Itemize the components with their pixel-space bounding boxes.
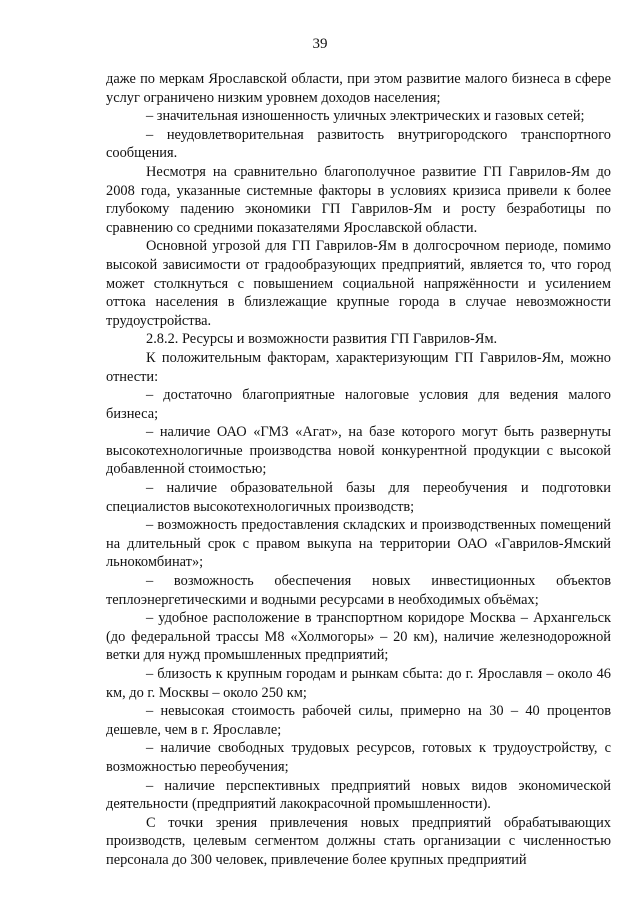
section-heading: 2.8.2. Ресурсы и возможности развития ГП Гаврилов-Ям. xyxy=(146,331,498,348)
page-number: 39 xyxy=(312,36,328,52)
list-item-transport-corridor: – удобное расположение в транспортном коридоре Москва – Архангельск (до федеральной трассы М8 «Холмогоры» – 20 км), наличие железнодорожной ветки для нужд промышленных предприятий; xyxy=(106,610,611,664)
list-item-agat-plant: – наличие ОАО «ГМЗ «Агат», на базе которого могут быть развернуты высокотехнологичные производства новой конкурентной продукции с высокой добавленной стоимостью; xyxy=(106,424,611,478)
list-item-worn-networks: – значительная изношенность уличных электрических и газовых сетей; xyxy=(146,108,585,125)
list-item-transport: – неудовлетворительная развитость внутригородского транспортного сообщения. xyxy=(106,126,611,162)
list-item-new-enterprises: – наличие перспективных предприятий новых видов экономической деятельности (предприятий лакокрасочной промышленности). xyxy=(106,777,611,813)
paragraph-positive-factors-intro: К положительным факторам, характеризующим ГП Гаврилов-Ям, можно отнести: xyxy=(106,349,611,385)
list-item-utility-resources: – возможность обеспечения новых инвестиционных объектов теплоэнергетическими и водными ресурсами в необходимых объёмах; xyxy=(106,573,611,608)
list-item-warehouse-premises: – возможность предоставления складских и производственных помещений на длительный срок с правом выкупа на территории ОАО «Гаврилов-Ямский льнокомбинат»; xyxy=(106,517,611,571)
paragraph-crisis: Несмотря на сравнительно благополучное развитие ГП Гаврилов-Ям до 2008 года, указанные системные факторы в условиях кризиса привели к более глубокому падению экономики ГП Гаврилов-Ям и росту безработицы по сравнению со средними показателями Ярославской области. xyxy=(106,163,611,236)
list-item-education-base: – наличие образовательной базы для переобучения и подготовки специалистов высокотехнологичных производств; xyxy=(106,480,611,515)
list-item-tax-conditions: – достаточно благоприятные налоговые условия для ведения малого бизнеса; xyxy=(106,387,611,422)
paragraph-continuation: даже по меркам Ярославской области, при этом развитие малого бизнеса в сфере услуг ограничено низким уровнем доходов населения; xyxy=(106,71,611,106)
list-item-labor-resources: – наличие свободных трудовых ресурсов, готовых к трудоустройству, с возможностью переобучения; xyxy=(106,740,611,775)
list-item-labor-cost: – невысокая стоимость рабочей силы, примерно на 30 – 40 процентов дешевле, чем в г. Ярославле; xyxy=(106,703,611,738)
paragraph-target-segment: С точки зрения привлечения новых предприятий обрабатывающих производств, целевым сегментом должны стать организации с численностью персонала до 300 человек, привлечение более крупных предприятий xyxy=(106,814,611,868)
document-body xyxy=(106,70,611,870)
list-item-market-proximity: – близость к крупным городам и рынкам сбыта: до г. Ярославля – около 46 км, до г. Москвы – около 250 км; xyxy=(106,666,611,701)
paragraph-threat: Основной угрозой для ГП Гаврилов-Ям в долгосрочном периоде, помимо высокой зависимости от градообразующих предприятий, является то, что город может столкнуться с повышением социальной напряжённости и усилением оттока населения в близлежащие крупные города в случае невозможности трудоустройства. xyxy=(106,238,611,329)
